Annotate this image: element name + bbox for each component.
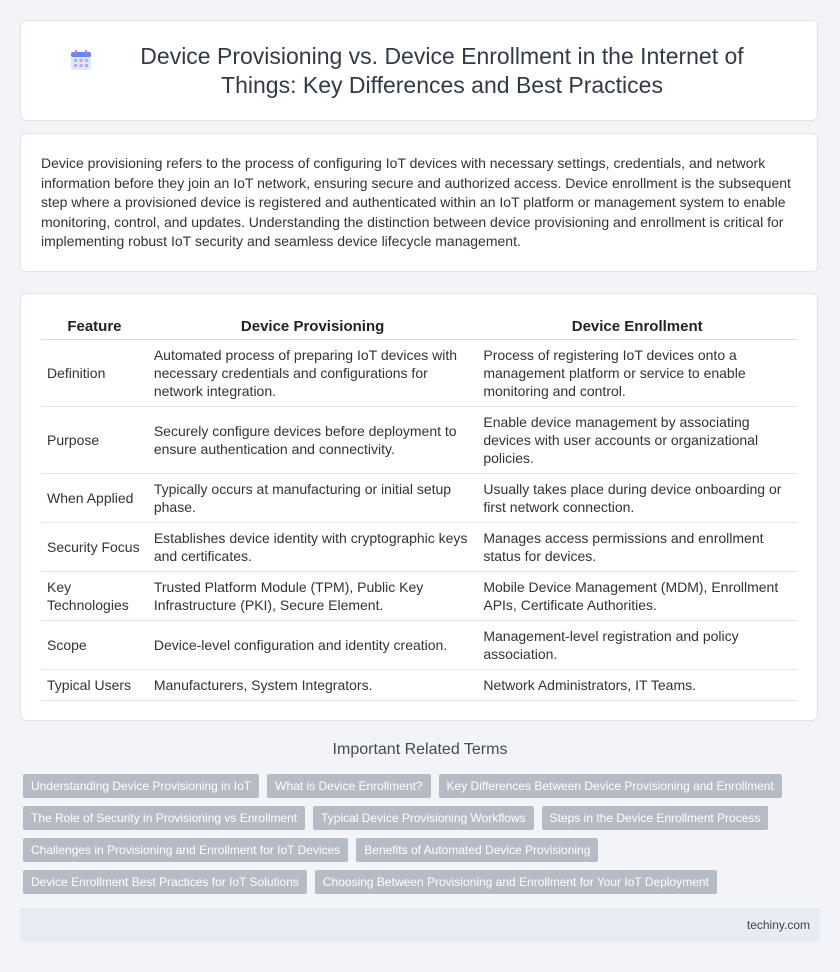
comparison-table xyxy=(41,314,797,701)
table-row xyxy=(41,670,797,701)
header-device-enrollment: Device Enrollment xyxy=(477,314,797,340)
page-title: Device Provisioning vs. Device Enrollment in the Internet of Things: Key Differences and Best Practices xyxy=(140,42,744,98)
related-terms-list xyxy=(23,774,813,902)
feature-cell: When Applied xyxy=(41,474,148,523)
feature-cell: Security Focus xyxy=(41,523,148,572)
enrollment-cell: Enable device management by associating devices with user accounts or organizational policies. xyxy=(477,407,797,474)
related-term-tag[interactable]: Typical Device Provisioning Workflows xyxy=(313,806,534,830)
table-row xyxy=(41,621,797,670)
enrollment-cell: Network Administrators, IT Teams. xyxy=(477,670,797,701)
footer-site-link[interactable]: techiny.com xyxy=(746,918,810,932)
related-term-tag[interactable]: Challenges in Provisioning and Enrollment for IoT Devices xyxy=(23,838,348,862)
related-term-tag[interactable]: The Role of Security in Provisioning vs Enrollment xyxy=(23,806,305,830)
enrollment-cell: Manages access permissions and enrollment status for devices. xyxy=(477,523,797,572)
title-row xyxy=(69,42,769,100)
provisioning-cell: Manufacturers, System Integrators. xyxy=(148,670,478,701)
related-term-tag[interactable]: Understanding Device Provisioning in IoT xyxy=(23,774,259,798)
calendar-icon xyxy=(69,48,93,72)
feature-cell: Key Technologies xyxy=(41,572,148,621)
provisioning-cell: Establishes device identity with cryptographic keys and certificates. xyxy=(148,523,478,572)
footer xyxy=(20,908,820,942)
feature-cell: Typical Users xyxy=(41,670,148,701)
enrollment-cell: Usually takes place during device onboarding or first network connection. xyxy=(477,474,797,523)
feature-cell: Purpose xyxy=(41,407,148,474)
header-feature: Feature xyxy=(41,314,148,340)
related-term-tag[interactable]: Key Differences Between Device Provisioning and Enrollment xyxy=(439,774,782,798)
intro-paragraph: Device provisioning refers to the process of configuring IoT devices with necessary settings, credentials, and network information before they join an IoT network, ensuring secure and authorized access. Device enrollment is the subsequent step where a provisioned device is registered and authenticated within an IoT platform or management system to enable monitoring, control, and updates. Understanding the distinction between device provisioning and enrollment is critical for implementing robust IoT security and seamless device lifecycle management. xyxy=(41,155,791,250)
table-row xyxy=(41,572,797,621)
table-row xyxy=(41,523,797,572)
table-row xyxy=(41,407,797,474)
feature-cell: Definition xyxy=(41,340,148,407)
title-card xyxy=(20,20,818,121)
related-term-tag[interactable]: Choosing Between Provisioning and Enrollment for Your IoT Deployment xyxy=(315,870,717,894)
provisioning-cell: Securely configure devices before deployment to ensure authentication and connectivity. xyxy=(148,407,478,474)
related-term-tag[interactable]: Benefits of Automated Device Provisioning xyxy=(356,838,598,862)
related-term-tag[interactable]: Device Enrollment Best Practices for IoT Solutions xyxy=(23,870,307,894)
feature-cell: Scope xyxy=(41,621,148,670)
provisioning-cell: Automated process of preparing IoT devices with necessary credentials and configurations for network integration. xyxy=(148,340,478,407)
intro-card xyxy=(20,133,818,272)
enrollment-cell: Process of registering IoT devices onto a management platform or service to enable monitoring and control. xyxy=(477,340,797,407)
comparison-card xyxy=(20,293,818,721)
provisioning-cell: Device-level configuration and identity creation. xyxy=(148,621,478,670)
related-term-tag[interactable]: What is Device Enrollment? xyxy=(267,774,430,798)
provisioning-cell: Trusted Platform Module (TPM), Public Key Infrastructure (PKI), Secure Element. xyxy=(148,572,478,621)
enrollment-cell: Mobile Device Management (MDM), Enrollment APIs, Certificate Authorities. xyxy=(477,572,797,621)
enrollment-cell: Management-level registration and policy association. xyxy=(477,621,797,670)
table-row xyxy=(41,340,797,407)
header-device-provisioning: Device Provisioning xyxy=(148,314,478,340)
related-terms-title: Important Related Terms xyxy=(332,741,508,758)
related-term-tag[interactable]: Steps in the Device Enrollment Process xyxy=(542,806,769,830)
provisioning-cell: Typically occurs at manufacturing or initial setup phase. xyxy=(148,474,478,523)
table-header-row xyxy=(41,314,797,340)
table-row xyxy=(41,474,797,523)
